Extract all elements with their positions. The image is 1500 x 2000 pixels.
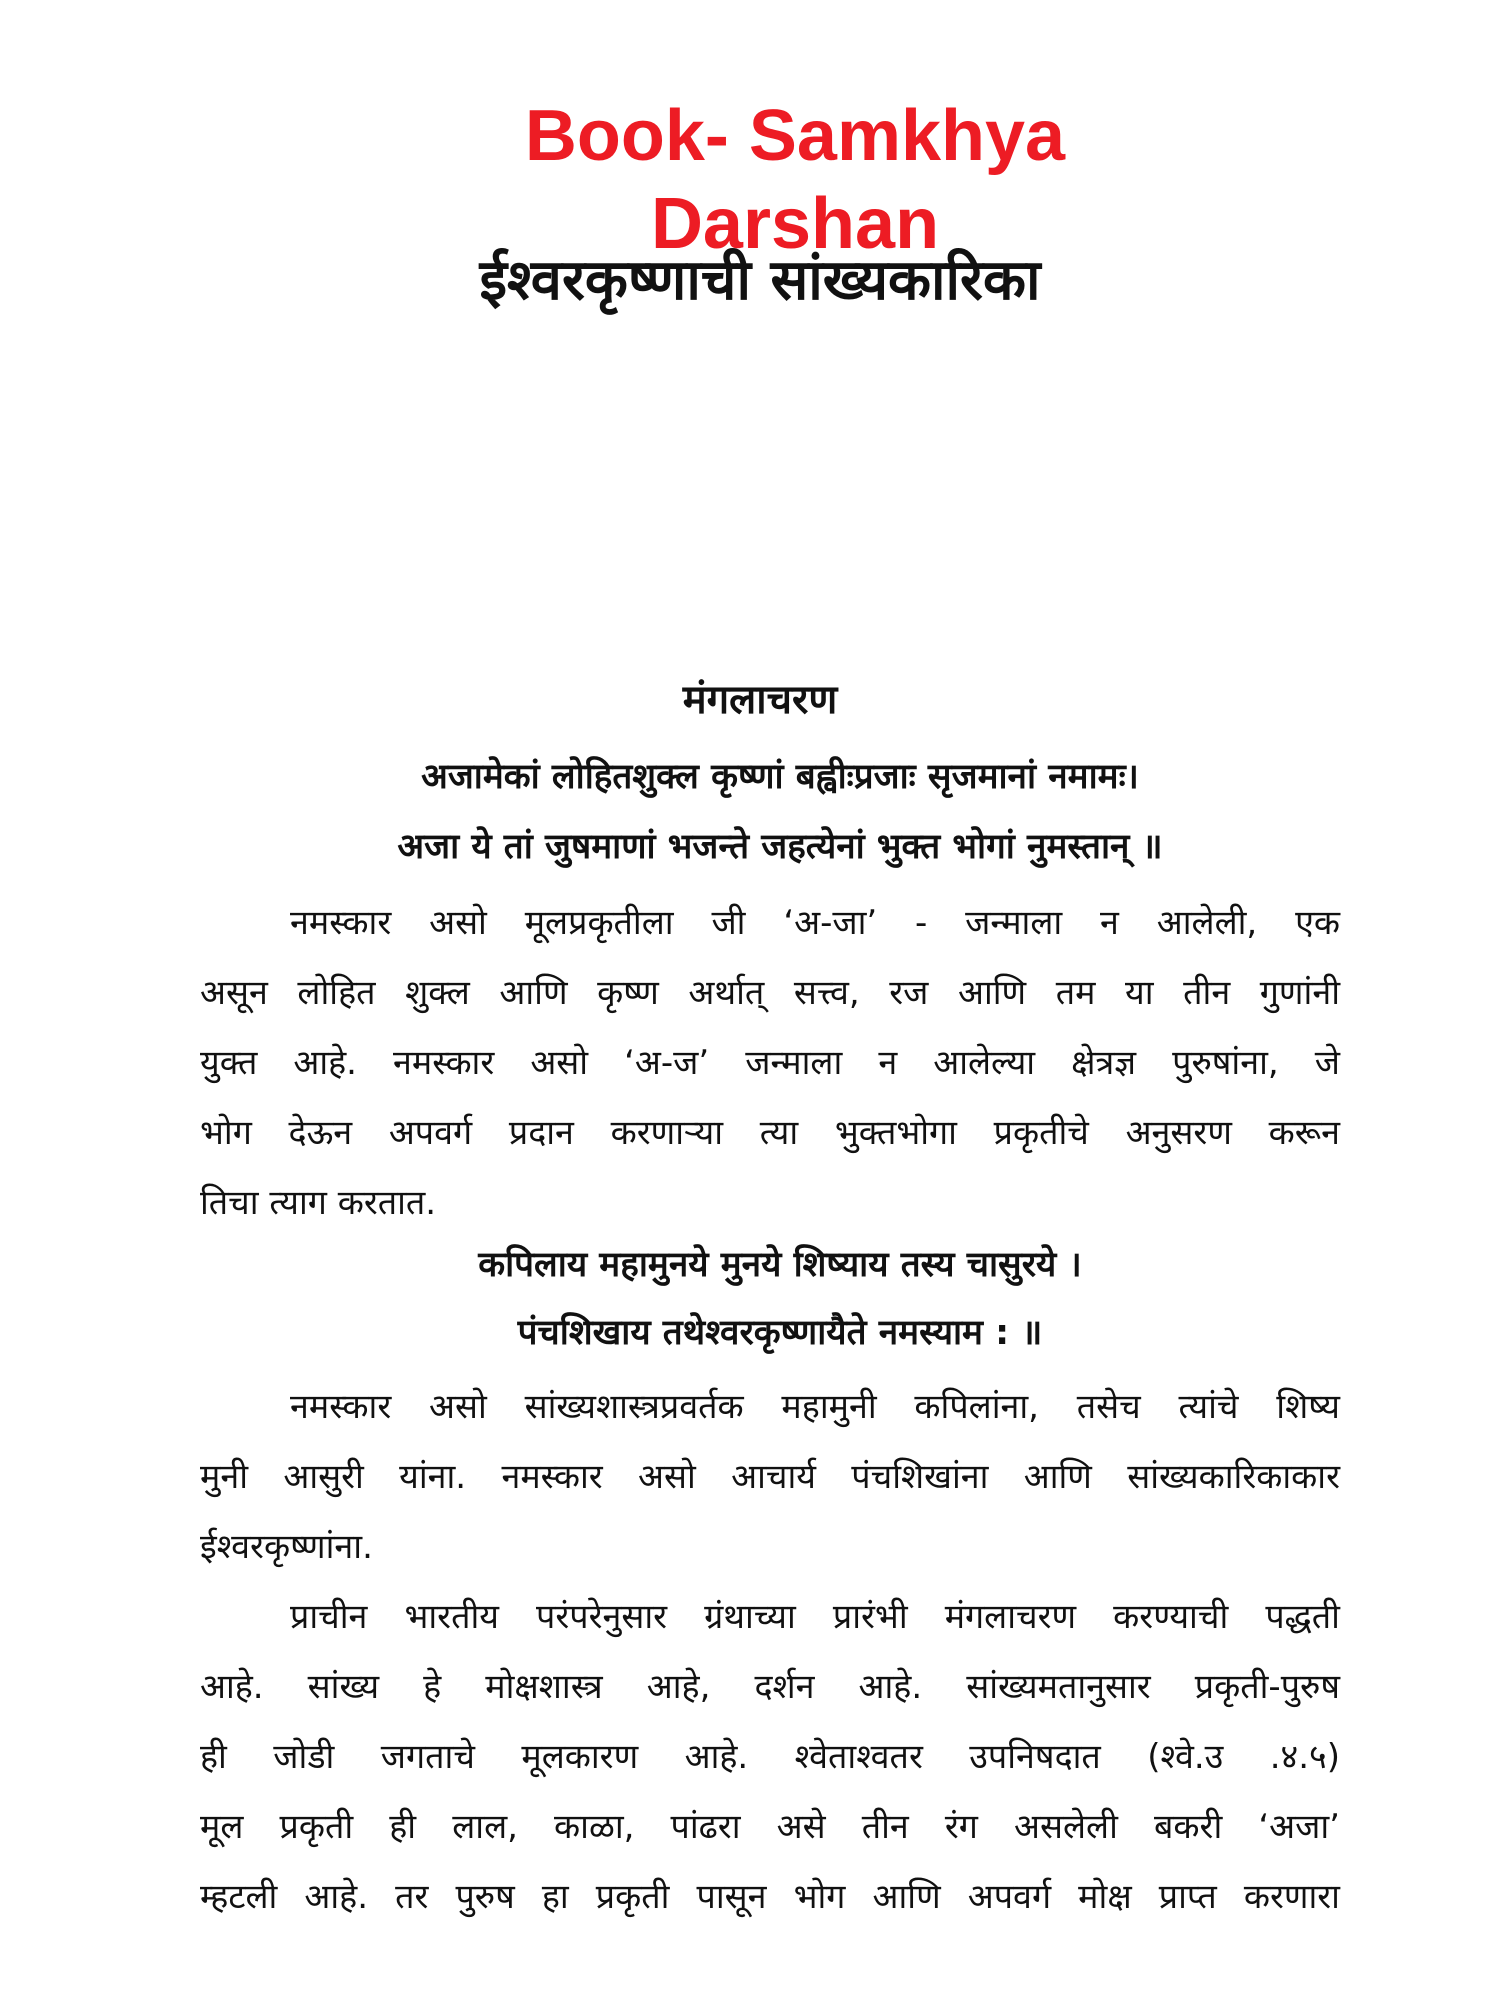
paragraph-line: ईश्वरकृष्णांना. [200,1527,373,1567]
paragraph-line: असून लोहित शुक्ल आणि कृष्ण अर्थात् सत्त्व, रज आणि तम या तीन गुणांनी [200,973,1340,1013]
paragraph-line: नमस्कार असो सांख्यशास्त्रप्रवर्तक महामुनी कपिलांना, तसेच त्यांचे शिष्य [290,1387,1340,1427]
paragraph-line: तिचा त्याग करतात. [200,1183,437,1223]
paragraph-line: मूल प्रकृती ही लाल, काळा, पांढरा असे तीन रंग असलेली बकरी ‘अजा’ [200,1807,1340,1847]
paragraph-line: आहे. सांख्य हे मोक्षशास्त्र आहे, दर्शन आहे. सांख्यमतानुसार प्रकृती-पुरुष [200,1667,1340,1707]
paragraph-line: ही जोडी जगताचे मूलकारण आहे. श्वेताश्वतर उपनिषदात (श्वे.उ .४.५) [200,1737,1340,1777]
verse-2-line-2: पंचशिखाय तथेश्वरकृष्णायैते नमस्याम : ॥ [517,1313,1043,1353]
verse-2-line-1: कपिलाय महामुनये मुनये शिष्याय तस्य चासुरये । [478,1245,1082,1285]
work-title: ईश्वरकृष्णाची सांख्यकारिका [479,248,1041,313]
paragraph-3 [200,1582,1340,1932]
paragraph-line: मुनी आसुरी यांना. नमस्कार असो आचार्य पंचशिखांना आणि सांख्यकारिकाकार [200,1457,1340,1497]
paragraph-line: भोग देऊन अपवर्ग प्रदान करणाऱ्या त्या भुक्तभोगा प्रकृतीचे अनुसरण करून [200,1113,1340,1153]
book-title: Book- Samkhya Darshan [524,96,1066,264]
verse-1-line-2: अजा ये तां जुषमाणां भजन्ते जहत्येनां भुक्त भोगां नुमस्तान् ॥ [397,827,1163,867]
paragraph-line: नमस्कार असो मूलप्रकृतीला जी ‘अ-जा’ - जन्माला न आलेली, एक [290,903,1340,943]
section-heading: मंगलाचरण [682,677,838,723]
paragraph-1 [200,888,1340,1238]
paragraph-2 [200,1372,1340,1582]
verse-1-line-1: अजामेकां लोहितशुक्ल कृष्णां बह्वीःप्रजाः सृजमानां नमामः। [421,757,1139,797]
paragraph-line: म्हटली आहे. तर पुरुष हा प्रकृती पासून भोग आणि अपवर्ग मोक्ष प्राप्त करणारा [200,1877,1340,1917]
paragraph-line: युक्त आहे. नमस्कार असो ‘अ-ज’ जन्माला न आलेल्या क्षेत्रज्ञ पुरुषांना, जे [200,1043,1340,1083]
paragraph-line: प्राचीन भारतीय परंपरेनुसार ग्रंथाच्या प्रारंभी मंगलाचरण करण्याची पद्धती [290,1597,1340,1637]
